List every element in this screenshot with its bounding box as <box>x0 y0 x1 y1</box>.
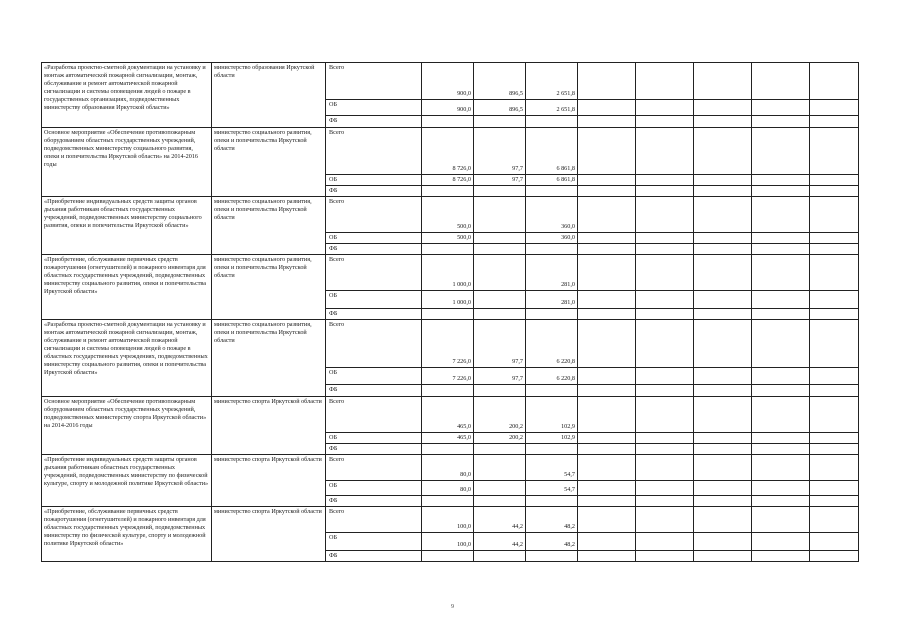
empty-cell <box>752 368 810 385</box>
empty-cell <box>578 368 636 385</box>
amount-cell-v1: 1 000,0 <box>422 291 474 309</box>
empty-cell <box>810 116 859 128</box>
amount-cell-v3 <box>526 116 578 128</box>
amount-cell-v1 <box>422 385 474 397</box>
empty-cell <box>810 385 859 397</box>
empty-cell <box>752 116 810 128</box>
empty-cell <box>694 551 752 562</box>
empty-cell <box>810 496 859 507</box>
funding-source-cell: ОБ <box>326 533 422 551</box>
empty-cell <box>694 397 752 433</box>
amount-cell-v2: 896,5 <box>474 63 526 100</box>
empty-cell <box>694 116 752 128</box>
empty-cell <box>694 385 752 397</box>
amount-cell-v1: 80,0 <box>422 481 474 496</box>
empty-cell <box>636 233 694 244</box>
funding-source-cell: ФБ <box>326 186 422 197</box>
table-body <box>42 63 859 562</box>
empty-cell <box>694 128 752 175</box>
empty-cell <box>810 444 859 455</box>
funding-source-cell: ОБ <box>326 100 422 116</box>
empty-cell <box>636 116 694 128</box>
empty-cell <box>694 309 752 320</box>
empty-cell <box>578 551 636 562</box>
table-row <box>42 397 859 433</box>
funding-source-cell: Всего <box>326 197 422 233</box>
empty-cell <box>752 455 810 481</box>
empty-cell <box>752 244 810 255</box>
amount-cell-v2: 97,7 <box>474 320 526 368</box>
amount-cell-v3: 2 651,8 <box>526 63 578 100</box>
empty-cell <box>752 197 810 233</box>
amount-cell-v3: 48,2 <box>526 507 578 533</box>
empty-cell <box>752 496 810 507</box>
empty-cell <box>636 197 694 233</box>
amount-cell-v3: 6 220,8 <box>526 320 578 368</box>
amount-cell-v3: 6 220,8 <box>526 368 578 385</box>
activity-name-cell: «Приобретение индивидуальных средств защиты органов дыхания работникам областных государственных учреждений, подведомственных министерству по физической культуре, спорту и молодежной политике Иркутской области» <box>42 455 212 507</box>
amount-cell-v2: 44,2 <box>474 533 526 551</box>
empty-cell <box>694 481 752 496</box>
empty-cell <box>636 481 694 496</box>
empty-cell <box>752 397 810 433</box>
empty-cell <box>578 433 636 444</box>
executor-cell: министерство спорта Иркутской области <box>212 397 326 455</box>
empty-cell <box>694 507 752 533</box>
empty-cell <box>752 186 810 197</box>
amount-cell-v3 <box>526 309 578 320</box>
empty-cell <box>578 444 636 455</box>
empty-cell <box>578 233 636 244</box>
amount-cell-v2 <box>474 309 526 320</box>
table-row <box>42 197 859 233</box>
funding-source-cell: Всего <box>326 397 422 433</box>
funding-source-cell: ОБ <box>326 433 422 444</box>
empty-cell <box>636 496 694 507</box>
table-row <box>42 507 859 533</box>
empty-cell <box>752 385 810 397</box>
amount-cell-v1 <box>422 244 474 255</box>
activity-name-cell: «Приобретение индивидуальных средств защиты органов дыхания работникам областных государственных учреждений, подведомственных министерству социального развития, опеки и попечительства Иркутской области» <box>42 197 212 255</box>
amount-cell-v1: 7 226,0 <box>422 368 474 385</box>
amount-cell-v1: 8 726,0 <box>422 128 474 175</box>
amount-cell-v3: 2 651,8 <box>526 100 578 116</box>
funding-source-cell: Всего <box>326 128 422 175</box>
amount-cell-v2 <box>474 233 526 244</box>
empty-cell <box>810 455 859 481</box>
empty-cell <box>578 175 636 186</box>
empty-cell <box>810 63 859 100</box>
amount-cell-v3: 6 861,8 <box>526 128 578 175</box>
funding-source-cell: Всего <box>326 507 422 533</box>
empty-cell <box>694 63 752 100</box>
amount-cell-v1: 80,0 <box>422 455 474 481</box>
empty-cell <box>578 100 636 116</box>
table-row <box>42 455 859 481</box>
empty-cell <box>578 128 636 175</box>
empty-cell <box>694 255 752 291</box>
amount-cell-v2 <box>474 291 526 309</box>
empty-cell <box>694 291 752 309</box>
funding-source-cell: ФБ <box>326 309 422 320</box>
empty-cell <box>694 433 752 444</box>
activity-name-cell: «Приобретение, обслуживание первичных средств пожаротушения (огнетушителей) и пожарного инвентаря для областных государственных учреждений, подведомственных министерству социального развития, опеки и попечительства Иркутской области» <box>42 255 212 320</box>
empty-cell <box>694 233 752 244</box>
empty-cell <box>752 320 810 368</box>
empty-cell <box>636 533 694 551</box>
empty-cell <box>578 533 636 551</box>
empty-cell <box>810 255 859 291</box>
amount-cell-v1: 7 226,0 <box>422 320 474 368</box>
amount-cell-v1: 8 726,0 <box>422 175 474 186</box>
empty-cell <box>636 368 694 385</box>
funding-source-cell: ОБ <box>326 291 422 309</box>
funding-source-cell: ФБ <box>326 116 422 128</box>
amount-cell-v2 <box>474 496 526 507</box>
empty-cell <box>694 320 752 368</box>
amount-cell-v3: 360,0 <box>526 197 578 233</box>
empty-cell <box>578 291 636 309</box>
empty-cell <box>810 244 859 255</box>
activity-name-cell: «Разработка проектно-сметной документации на установку и монтаж автоматической пожарной сигнализации, монтаж, обслуживание и ремонт автоматической пожарной сигнализации и системы оповещения людей о пожаре в государственных организациях, подведомственных министерству образования Иркутской области» <box>42 63 212 128</box>
amount-cell-v2 <box>474 551 526 562</box>
empty-cell <box>636 320 694 368</box>
amount-cell-v2: 97,7 <box>474 128 526 175</box>
empty-cell <box>752 433 810 444</box>
empty-cell <box>752 444 810 455</box>
amount-cell-v2 <box>474 186 526 197</box>
empty-cell <box>578 197 636 233</box>
amount-cell-v1: 900,0 <box>422 63 474 100</box>
amount-cell-v1 <box>422 309 474 320</box>
empty-cell <box>810 481 859 496</box>
empty-cell <box>636 255 694 291</box>
executor-cell: министерство спорта Иркутской области <box>212 507 326 562</box>
empty-cell <box>810 533 859 551</box>
activity-name-cell: «Приобретение, обслуживание первичных средств пожаротушения (огнетушителей) и пожарного инвентаря для областных государственных учреждений, подведомственных министерству по физической культуре, спорту и молодежной политике Иркутской области» <box>42 507 212 562</box>
executor-cell: министерство социального развития, опеки и попечительства Иркутской области <box>212 128 326 197</box>
funding-source-cell: Всего <box>326 63 422 100</box>
empty-cell <box>636 455 694 481</box>
empty-cell <box>694 496 752 507</box>
amount-cell-v2: 97,7 <box>474 175 526 186</box>
empty-cell <box>636 507 694 533</box>
empty-cell <box>752 291 810 309</box>
empty-cell <box>752 63 810 100</box>
executor-cell: министерство социального развития, опеки и попечительства Иркутской области <box>212 320 326 397</box>
funding-source-cell: Всего <box>326 455 422 481</box>
empty-cell <box>810 507 859 533</box>
funding-source-cell: ОБ <box>326 481 422 496</box>
table-row <box>42 128 859 175</box>
amount-cell-v3 <box>526 496 578 507</box>
funding-source-cell: ФБ <box>326 551 422 562</box>
amount-cell-v1: 465,0 <box>422 433 474 444</box>
empty-cell <box>578 244 636 255</box>
funding-source-cell: ОБ <box>326 233 422 244</box>
empty-cell <box>578 507 636 533</box>
amount-cell-v1: 900,0 <box>422 100 474 116</box>
table-row <box>42 63 859 100</box>
empty-cell <box>752 255 810 291</box>
empty-cell <box>810 197 859 233</box>
page-number: 9 <box>451 604 454 610</box>
amount-cell-v2 <box>474 385 526 397</box>
empty-cell <box>810 320 859 368</box>
amount-cell-v3 <box>526 186 578 197</box>
empty-cell <box>636 291 694 309</box>
empty-cell <box>810 175 859 186</box>
amount-cell-v3 <box>526 385 578 397</box>
executor-cell: министерство образования Иркутской области <box>212 63 326 128</box>
empty-cell <box>694 244 752 255</box>
empty-cell <box>578 397 636 433</box>
empty-cell <box>694 533 752 551</box>
empty-cell <box>578 481 636 496</box>
empty-cell <box>578 455 636 481</box>
empty-cell <box>636 63 694 100</box>
amount-cell-v1: 1 000,0 <box>422 255 474 291</box>
empty-cell <box>636 551 694 562</box>
empty-cell <box>752 481 810 496</box>
empty-cell <box>636 433 694 444</box>
empty-cell <box>810 233 859 244</box>
amount-cell-v2: 200,2 <box>474 433 526 444</box>
empty-cell <box>810 100 859 116</box>
amount-cell-v2 <box>474 444 526 455</box>
empty-cell <box>636 444 694 455</box>
amount-cell-v2 <box>474 255 526 291</box>
amount-cell-v3: 281,0 <box>526 291 578 309</box>
amount-cell-v2 <box>474 116 526 128</box>
amount-cell-v3: 48,2 <box>526 533 578 551</box>
activity-name-cell: Основное мероприятие «Обеспечение противопожарным оборудованием областных государственных учреждений, подведомственных министерству спорта Иркутской области» на 2014-2016 годы <box>42 397 212 455</box>
amount-cell-v3: 54,7 <box>526 455 578 481</box>
funding-source-cell: ОБ <box>326 368 422 385</box>
table-row <box>42 320 859 368</box>
empty-cell <box>694 100 752 116</box>
empty-cell <box>752 175 810 186</box>
amount-cell-v2 <box>474 481 526 496</box>
empty-cell <box>810 291 859 309</box>
amount-cell-v3 <box>526 444 578 455</box>
amount-cell-v1 <box>422 551 474 562</box>
empty-cell <box>810 397 859 433</box>
amount-cell-v3: 102,9 <box>526 433 578 444</box>
empty-cell <box>810 368 859 385</box>
empty-cell <box>810 433 859 444</box>
amount-cell-v3: 281,0 <box>526 255 578 291</box>
executor-cell: министерство социального развития, опеки и попечительства Иркутской области <box>212 255 326 320</box>
budget-table <box>41 62 859 562</box>
empty-cell <box>810 551 859 562</box>
empty-cell <box>694 197 752 233</box>
empty-cell <box>578 63 636 100</box>
empty-cell <box>578 320 636 368</box>
amount-cell-v1: 100,0 <box>422 533 474 551</box>
empty-cell <box>752 551 810 562</box>
empty-cell <box>636 397 694 433</box>
empty-cell <box>694 444 752 455</box>
funding-source-cell: ФБ <box>326 385 422 397</box>
empty-cell <box>578 496 636 507</box>
empty-cell <box>694 368 752 385</box>
amount-cell-v3: 6 861,8 <box>526 175 578 186</box>
empty-cell <box>752 507 810 533</box>
empty-cell <box>810 128 859 175</box>
amount-cell-v1 <box>422 444 474 455</box>
empty-cell <box>578 255 636 291</box>
amount-cell-v1 <box>422 186 474 197</box>
empty-cell <box>752 309 810 320</box>
empty-cell <box>752 100 810 116</box>
empty-cell <box>694 175 752 186</box>
table-row <box>42 255 859 291</box>
empty-cell <box>636 186 694 197</box>
empty-cell <box>752 128 810 175</box>
empty-cell <box>636 175 694 186</box>
empty-cell <box>752 233 810 244</box>
empty-cell <box>578 116 636 128</box>
empty-cell <box>578 186 636 197</box>
funding-source-cell: Всего <box>326 255 422 291</box>
empty-cell <box>694 455 752 481</box>
amount-cell-v3 <box>526 551 578 562</box>
amount-cell-v3: 360,0 <box>526 233 578 244</box>
executor-cell: министерство социального развития, опеки и попечительства Иркутской области <box>212 197 326 255</box>
funding-source-cell: ФБ <box>326 244 422 255</box>
amount-cell-v2: 896,5 <box>474 100 526 116</box>
empty-cell <box>578 385 636 397</box>
empty-cell <box>694 186 752 197</box>
amount-cell-v1: 100,0 <box>422 507 474 533</box>
activity-name-cell: «Разработка проектно-сметной документации на установку и монтаж автоматической пожарной сигнализации, монтаж, обслуживание и ремонт автоматической пожарной сигнализации и системы оповещения людей о пожаре в областных государственных учреждениях, подведомственных министерству социального развития, опеки и попечительства Иркутской области» <box>42 320 212 397</box>
amount-cell-v3: 54,7 <box>526 481 578 496</box>
empty-cell <box>636 100 694 116</box>
funding-source-cell: ФБ <box>326 496 422 507</box>
funding-source-cell: ОБ <box>326 175 422 186</box>
amount-cell-v1 <box>422 116 474 128</box>
empty-cell <box>636 128 694 175</box>
activity-name-cell: Основное мероприятие «Обеспечение противопожарным оборудованием областных государственных учреждений, подведомственных министерству социального развития, опеки и попечительства Иркутской области» на 2014-2016 годы <box>42 128 212 197</box>
funding-source-cell: ФБ <box>326 444 422 455</box>
amount-cell-v3: 102,9 <box>526 397 578 433</box>
empty-cell <box>810 309 859 320</box>
amount-cell-v2: 200,2 <box>474 397 526 433</box>
amount-cell-v1 <box>422 496 474 507</box>
amount-cell-v1: 500,0 <box>422 233 474 244</box>
executor-cell: министерство спорта Иркутской области <box>212 455 326 507</box>
amount-cell-v1: 465,0 <box>422 397 474 433</box>
amount-cell-v2: 97,7 <box>474 368 526 385</box>
amount-cell-v2 <box>474 197 526 233</box>
empty-cell <box>578 309 636 320</box>
empty-cell <box>752 533 810 551</box>
amount-cell-v1: 500,0 <box>422 197 474 233</box>
amount-cell-v2 <box>474 244 526 255</box>
amount-cell-v2 <box>474 455 526 481</box>
empty-cell <box>810 186 859 197</box>
funding-source-cell: Всего <box>326 320 422 368</box>
empty-cell <box>636 309 694 320</box>
amount-cell-v2: 44,2 <box>474 507 526 533</box>
empty-cell <box>636 385 694 397</box>
empty-cell <box>636 244 694 255</box>
amount-cell-v3 <box>526 244 578 255</box>
